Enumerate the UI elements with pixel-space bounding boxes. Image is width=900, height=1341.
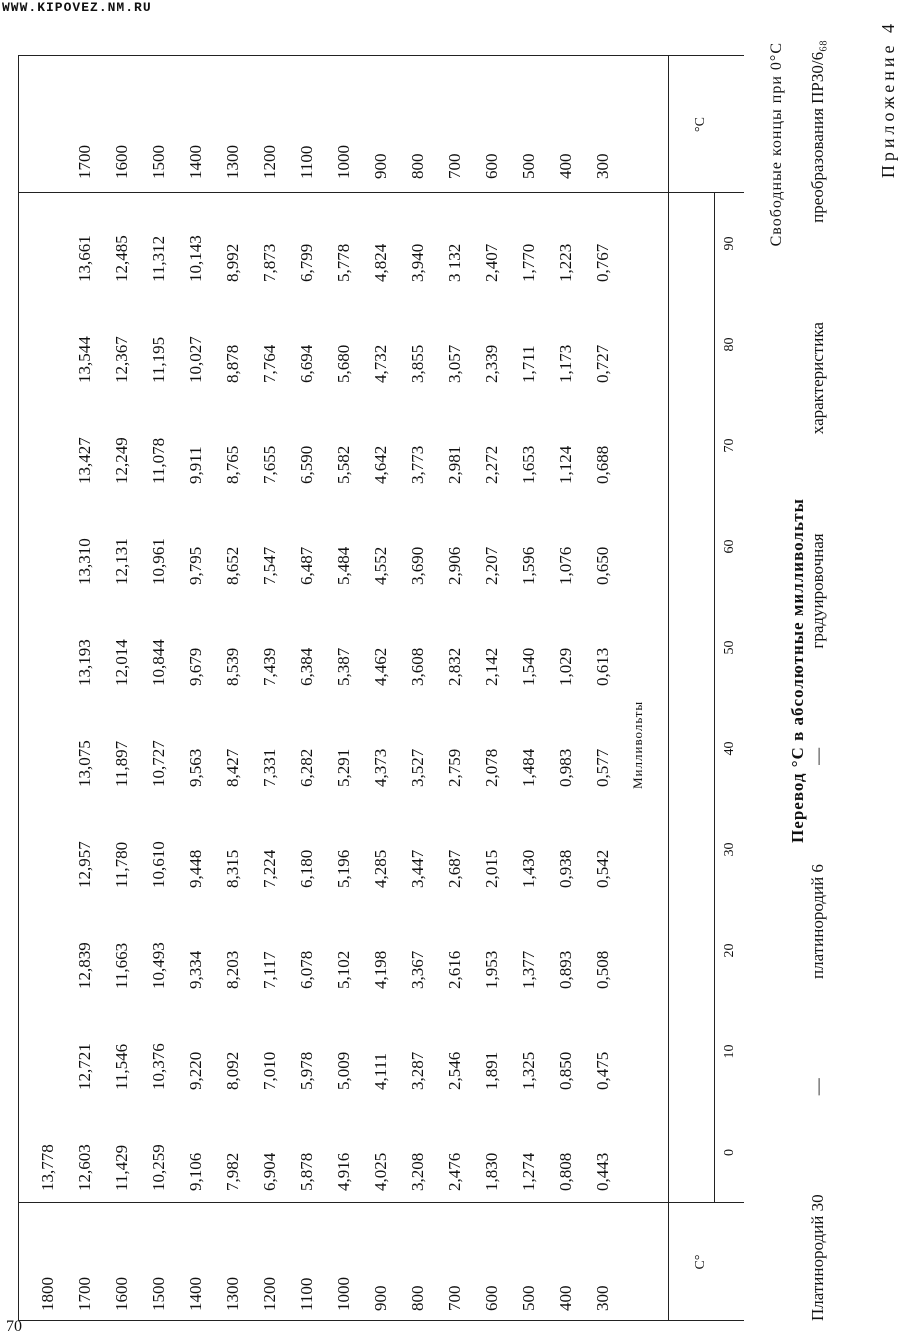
table-cell: 1,540 [519,647,538,686]
row-label-right: 900 [371,153,390,179]
row-label-left: 1100 [297,1277,316,1311]
table-cell: 2,546 [445,1051,464,1090]
table-cell: 8,315 [223,849,242,888]
table-cell: 12,603 [75,1144,94,1191]
table-cell: 4,462 [371,647,390,686]
table-cell: 1,325 [519,1051,538,1090]
table-cell: 11,195 [149,336,168,383]
table-cell: 10,376 [149,1043,168,1090]
row-label-left: 600 [482,1285,501,1311]
table-cell: 2,142 [482,647,501,686]
table-header-mid-rule [714,193,715,1203]
table-cell: 2,906 [445,546,464,585]
table-cell: 11,078 [149,437,168,484]
table-cell: 2,015 [482,849,501,888]
table-cell: 11,780 [112,841,131,888]
conversion-table [18,56,744,1321]
table-cell: 6,384 [297,647,316,686]
row-label-left: 700 [445,1285,464,1311]
table-cell: 13,427 [75,437,94,484]
table-cell: 7,117 [260,951,279,989]
table-cell: 9,563 [186,748,205,787]
row-label-left: 1200 [260,1277,279,1311]
table-cell: 8,878 [223,344,242,383]
column-header: 30 [722,842,737,857]
table-cell: 7,224 [260,849,279,888]
table-cell: 13,778 [38,1144,57,1191]
table-cell: 1,076 [556,546,575,585]
column-header: 70 [722,438,737,453]
row-label-right: 1400 [186,145,205,179]
table-cell: 0,613 [593,647,612,686]
table-cell: 1,830 [482,1152,501,1191]
table-cell: 1,711 [519,345,538,383]
table-cell: 3,940 [408,243,427,282]
table-cell: 1,274 [519,1152,538,1191]
table-cell: 4,025 [371,1152,390,1191]
table-cell: 3 132 [445,243,464,282]
table-cell: 5,387 [334,647,353,686]
table-cell: 12,014 [112,639,131,686]
unit-label: Милливольты [630,700,645,789]
table-cell: 13,661 [75,235,94,282]
subtitle-part: характеристика [808,322,827,435]
row-label-right: 400 [556,153,575,179]
table-cell: 10,844 [149,639,168,686]
table-cell: 2,616 [445,950,464,989]
row-label-right: 1700 [75,145,94,179]
column-header: 80 [722,337,737,352]
table-cell: 0,443 [593,1152,612,1191]
column-header: 0 [722,1149,737,1156]
table-cell: 2,207 [482,546,501,585]
table-cell: 7,331 [260,748,279,787]
table-cell: 3,208 [408,1152,427,1191]
table-cell: 1,770 [519,243,538,282]
table-cell: 0,542 [593,849,612,888]
table-cell: 2,759 [445,748,464,787]
table-right-border [18,55,744,56]
table-left-col-rule [18,1202,744,1203]
table-cell: 8,652 [223,546,242,585]
table-cell: 2,832 [445,647,464,686]
table-cell: 5,978 [297,1051,316,1090]
table-cell: 5,778 [334,243,353,282]
table-cell: 9,220 [186,1051,205,1090]
table-cell: 8,203 [223,950,242,989]
table-title: Перевод °С в абсолютные милливольты [788,498,807,843]
table-cell: 0,938 [556,849,575,888]
table-cell: 3,287 [408,1051,427,1090]
column-header: 50 [722,640,737,655]
table-cell: 11,546 [112,1043,131,1090]
table-cell: 7,873 [260,243,279,282]
table-cell: 0,688 [593,445,612,484]
table-cell: 9,334 [186,950,205,989]
table-cell: 12,131 [112,538,131,585]
row-label-left: 1700 [75,1277,94,1311]
table-cell: 5,102 [334,950,353,989]
row-label-right: 800 [408,153,427,179]
table-cell: 5,680 [334,344,353,383]
table-cell: 6,487 [297,546,316,585]
table-cell: 4,824 [371,243,390,282]
table-cell: 7,439 [260,647,279,686]
table-cell: 12,485 [112,235,131,282]
table-cell: 11,663 [112,942,131,989]
row-label-left: 400 [556,1285,575,1311]
table-cell: 4,642 [371,445,390,484]
table-subtitle [808,40,828,1321]
row-label-right: 1500 [149,145,168,179]
row-label-right: 1200 [260,145,279,179]
table-cell: 6,282 [297,748,316,787]
table-cell: 13,544 [75,336,94,383]
table-cell: 11,897 [112,740,131,787]
table-cell: 3,773 [408,445,427,484]
table-cell: 0,650 [593,546,612,585]
row-label-left: 1800 [38,1277,57,1311]
table-cell: 6,904 [260,1152,279,1191]
table-cell: 4,916 [334,1152,353,1191]
table-cell: 0,577 [593,748,612,787]
table-cell: 10,259 [149,1144,168,1191]
table-cell: 5,582 [334,445,353,484]
corner-left-label: С° [693,1254,708,1270]
table-cell: 12,839 [75,942,94,989]
table-cell: 6,078 [297,950,316,989]
subtitle-part: Платинородий 30 [808,1194,827,1321]
row-label-right: 1600 [112,145,131,179]
table-cell: 0,475 [593,1051,612,1090]
table-cell: 7,764 [260,344,279,383]
row-label-right: 1100 [297,145,316,179]
table-cell: 4,552 [371,546,390,585]
table-cell: 6,590 [297,445,316,484]
table-cell: 8,539 [223,647,242,686]
table-cell: 1,596 [519,546,538,585]
table-cell: 12,721 [75,1043,94,1090]
table-cell: 1,377 [519,950,538,989]
subtitle-part: градуировочная [808,533,827,649]
table-cell: 4,111 [371,1053,390,1090]
column-header: 40 [722,741,737,756]
table-cell: 8,765 [223,445,242,484]
table-cell: 1,891 [482,1051,501,1090]
table-cell: 1,430 [519,849,538,888]
table-cell: 5,484 [334,546,353,585]
table-cell: 1,029 [556,647,575,686]
table-cell: 6,694 [297,344,316,383]
table-cell: 3,527 [408,748,427,787]
table-cell: 2,272 [482,445,501,484]
table-cell: 1,223 [556,243,575,282]
table-cell: 0,850 [556,1051,575,1090]
row-label-right: 600 [482,153,501,179]
table-cell: 2,687 [445,849,464,888]
appendix-label: Приложение 4 [878,20,898,179]
table-cell: 11,429 [112,1144,131,1191]
table-cell: 2,981 [445,445,464,484]
row-label-left: 1300 [223,1277,242,1311]
row-label-right: 1300 [223,145,242,179]
table-cell: 4,373 [371,748,390,787]
corner-right-label: °С [693,117,708,132]
table-cell: 9,106 [186,1152,205,1191]
subtitle-part: платинородий 6 [808,864,827,979]
table-cell: 13,193 [75,639,94,686]
table-cell: 12,957 [75,841,94,888]
table-cell: 12,249 [112,437,131,484]
table-cell: 13,310 [75,538,94,585]
table-cell: 5,009 [334,1051,353,1090]
row-label-left: 1000 [334,1277,353,1311]
table-cell: 5,291 [334,748,353,787]
table-cell: 10,143 [186,235,205,282]
table-cell: 2,078 [482,748,501,787]
table-cell: 0,767 [593,243,612,282]
table-cell: 3,608 [408,647,427,686]
table-left-border [18,1320,744,1321]
row-label-left: 300 [593,1285,612,1311]
table-cell: 8,992 [223,243,242,282]
row-label-left: 900 [371,1285,390,1311]
table-cell: 7,547 [260,546,279,585]
table-cell: 9,448 [186,849,205,888]
column-header: 90 [722,236,737,251]
table-cell: 7,010 [260,1051,279,1090]
table-cell: 7,655 [260,445,279,484]
table-cell: 8,092 [223,1051,242,1090]
table-cell: 4,732 [371,344,390,383]
column-header: 10 [722,1044,737,1059]
row-label-left: 800 [408,1285,427,1311]
table-cell: 0,808 [556,1152,575,1191]
table-cell: 1,653 [519,445,538,484]
table-cell: 11,312 [149,235,168,282]
table-cell: 10,961 [149,538,168,585]
table-cell: 4,198 [371,950,390,989]
table-right-col-rule [18,192,744,193]
table-cell: 3,367 [408,950,427,989]
table-cell: 0,983 [556,748,575,787]
site-watermark: WWW.KIPOVEZ.NM.RU [2,0,152,15]
table-cell: 5,878 [297,1152,316,1191]
row-label-left: 1500 [149,1277,168,1311]
table-cell: 1,173 [556,344,575,383]
row-label-right: 500 [519,153,538,179]
table-cell: 3,855 [408,344,427,383]
subtitle-part: преобразования ПР30/6₆₈ [808,40,827,223]
table-cell: 1,124 [556,445,575,484]
table-cell: 9,679 [186,647,205,686]
table-cell: 9,911 [186,446,205,484]
table-cell: 1,953 [482,950,501,989]
subtitle-part: — [808,1078,827,1096]
table-cell: 6,180 [297,849,316,888]
table-header-rule [668,56,669,1321]
row-label-left: 1600 [112,1277,131,1311]
subtitle-part: — [808,747,827,765]
column-header: 20 [722,943,737,958]
row-label-right: 700 [445,153,464,179]
table-cell: 2,407 [482,243,501,282]
table-cell: 0,893 [556,950,575,989]
table-cell: 8,427 [223,748,242,787]
table-cell: 2,339 [482,344,501,383]
table-cell: 3,057 [445,344,464,383]
table-cell: 1,484 [519,748,538,787]
column-header: 60 [722,539,737,554]
table-cell: 0,727 [593,344,612,383]
table-cell: 9,795 [186,546,205,585]
row-label-left: 500 [519,1285,538,1311]
table-cell: 12,367 [112,336,131,383]
table-cell: 10,027 [186,336,205,383]
table-cell: 7,982 [223,1152,242,1191]
table-cell: 2,476 [445,1152,464,1191]
table-cell: 10,727 [149,740,168,787]
table-cell: 0,508 [593,950,612,989]
table-cell: 4,285 [371,849,390,888]
row-label-right: 1000 [334,145,353,179]
table-cell: 13,075 [75,740,94,787]
table-cell: 10,493 [149,942,168,989]
table-cell: 3,447 [408,849,427,888]
row-label-right: 300 [593,153,612,179]
row-label-left: 1400 [186,1277,205,1311]
table-cell: 3,690 [408,546,427,585]
table-cell: 5,196 [334,849,353,888]
page-number: 70 [6,1318,22,1335]
table-cell: 6,799 [297,243,316,282]
table-top-rule [18,56,19,1321]
table-cell: 10,610 [149,841,168,888]
cold-ends-note: Свободные концы при 0°С [768,42,785,247]
